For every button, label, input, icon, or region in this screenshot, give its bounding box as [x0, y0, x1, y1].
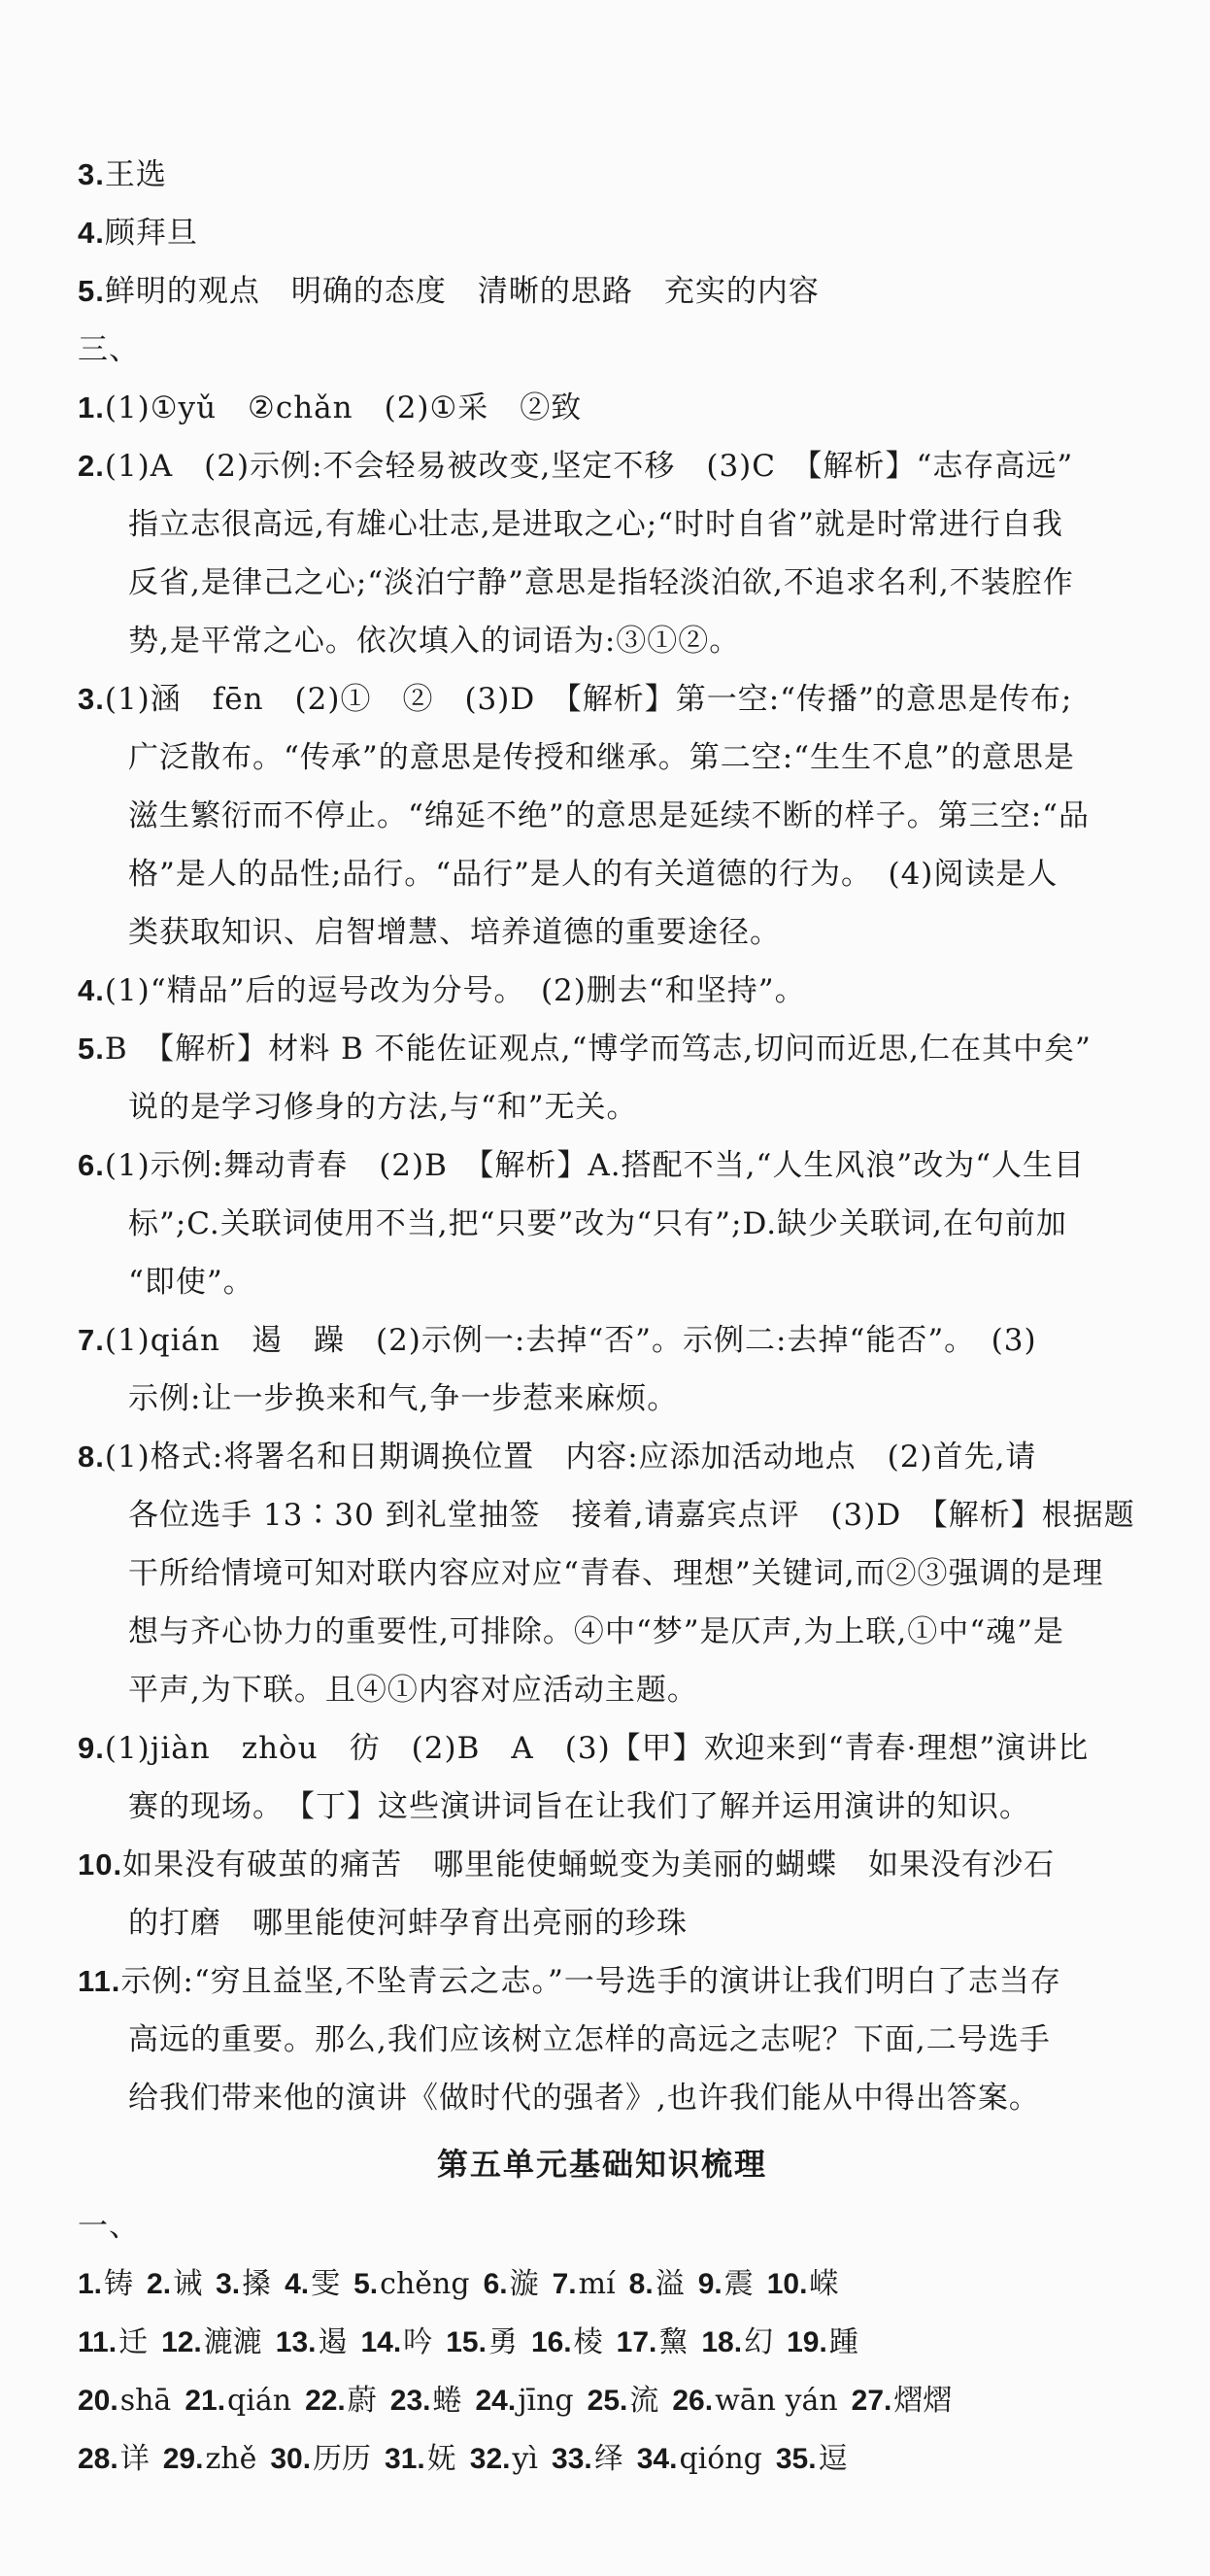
item-number: 4. [78, 973, 105, 1007]
item-number: 20. [78, 2385, 118, 2417]
item-text: qióng [679, 2442, 762, 2476]
answer-line: 格”是人的品性;品行。“品行”是人的有关道德的行为。 (4)阅读是人 [128, 857, 1059, 892]
vocab-item [701, 2314, 773, 2372]
item-number: 2. [78, 449, 105, 483]
item-text: 黧 [658, 2325, 689, 2359]
vocab-item [353, 2255, 469, 2314]
answer-line: 赛的现场。 【丁】这些演讲词旨在让我们了解并运用演讲的知识。 [128, 1789, 1030, 1824]
vocab-item [617, 2314, 689, 2372]
item-number: 35. [775, 2443, 817, 2475]
answer-line [78, 1428, 1126, 1486]
answer-block-q6 [78, 1136, 1126, 1311]
item-number: 26. [672, 2385, 714, 2417]
item-number: 12. [161, 2326, 202, 2358]
item-number: 8. [628, 2268, 654, 2300]
item-number: 1. [78, 390, 105, 424]
item-text: (1)“精品”后的逗号改为分号。 (2)删去“和坚持”。 [104, 973, 806, 1008]
item-number: 10. [78, 1847, 123, 1881]
item-number: 14. [360, 2326, 402, 2358]
item-number: 13. [275, 2326, 317, 2358]
answer-line [78, 1719, 1126, 1778]
item-text: (1)涵 fēn (2)① ② (3)D 【解析】第一空:“传播”的意思是传布; [104, 682, 1073, 717]
vocab-item [698, 2255, 754, 2314]
item-number: 32. [469, 2443, 511, 2475]
item-number: 22. [305, 2385, 346, 2417]
answer-block-q11 [78, 1952, 1126, 2127]
item-number: 4. [285, 2268, 310, 2300]
item-number: 6. [483, 2268, 508, 2300]
item-number: 5. [353, 2268, 379, 2300]
item-text: 熠熠 [893, 2384, 953, 2418]
item-text: yì [512, 2442, 539, 2476]
item-text: qián [227, 2384, 292, 2418]
vocab-item [163, 2430, 257, 2489]
vocab-item [276, 2314, 348, 2372]
answer-line: 平声,为下联。且④①内容对应活动主题。 [128, 1673, 698, 1708]
answer-line: 指立志很高远,有雄心壮志,是进取之心;“时时自省”就是时常进行自我 [128, 507, 1063, 542]
answer-line: 干所给情境可知对联内容应对应“青春、理想”关键词,而②③强调的是理 [128, 1556, 1104, 1591]
vocab-item [552, 2430, 623, 2489]
section-heading: 一、 [78, 2209, 140, 2244]
item-text: 鲜明的观点 明确的态度 清晰的思路 充实的内容 [104, 274, 820, 309]
item-number: 29. [162, 2443, 204, 2475]
item-text: (1)A (2)示例:不会轻易被改变,坚定不移 (3)C 【解析】“志存高远” [104, 449, 1074, 484]
item-text: mí [578, 2267, 616, 2301]
item-number: 28. [78, 2443, 118, 2475]
answer-line: 给我们带来他的演讲《做时代的强者》,也许我们能从中得出答案。 [128, 2081, 1040, 2116]
item-number: 2. [147, 2268, 172, 2300]
item-number: 7. [552, 2268, 577, 2300]
answer-block-q5 [78, 1020, 1126, 1136]
item-text: (1)qián 遏 躁 (2)示例一:去掉“否”。示例二:去掉“能否”。 (3) [104, 1323, 1037, 1358]
answer-item [78, 146, 1126, 204]
item-number: 15. [446, 2326, 487, 2358]
item-number: 11. [78, 1964, 121, 1998]
item-number: 33. [552, 2443, 592, 2475]
item-text: 吟 [403, 2325, 433, 2359]
item-text: 遏 [318, 2325, 348, 2359]
item-text: 漩 [509, 2267, 539, 2301]
item-text: 嵘 [809, 2267, 839, 2301]
item-number: 6. [78, 1148, 105, 1182]
answer-line: 滋生繁衍而不停止。“绵延不绝”的意思是延续不断的样子。第三空:“品 [128, 798, 1090, 833]
answer-line [78, 1952, 1126, 2011]
vocab-item [385, 2430, 456, 2489]
answer-item [78, 379, 1126, 437]
answer-line [78, 1836, 1126, 1894]
vocab-item [531, 2314, 603, 2372]
item-text: 流 [629, 2384, 659, 2418]
item-text: 妩 [426, 2442, 456, 2476]
answer-line: 示例:让一步换来和气,争一步惹来麻烦。 [128, 1381, 679, 1416]
answer-block-q2 [78, 437, 1126, 670]
item-text: chěng [380, 2267, 470, 2301]
vocab-item [470, 2430, 538, 2489]
item-text: 逗 [818, 2442, 848, 2476]
vocab-item [78, 2314, 148, 2372]
item-number: 5. [78, 1032, 105, 1066]
vocab-item [484, 2255, 539, 2314]
answer-line [78, 670, 1126, 729]
answer-item [78, 204, 1126, 262]
item-text: 漉漉 [203, 2325, 262, 2359]
vocab-item [588, 2372, 659, 2430]
answer-content [78, 146, 1135, 2489]
item-text: zhě [205, 2442, 257, 2476]
vocab-item [78, 2430, 150, 2489]
vocab-item [78, 2255, 133, 2314]
item-number: 7. [78, 1323, 105, 1357]
item-number: 3. [78, 682, 105, 716]
answer-line: 广泛散布。“传承”的意思是传授和继承。第二空:“生生不息”的意思是 [128, 740, 1075, 775]
item-number: 31. [385, 2443, 425, 2475]
item-number: 5. [78, 274, 105, 308]
item-text: 绎 [593, 2442, 623, 2476]
item-number: 27. [851, 2385, 892, 2417]
item-text: 如果没有破茧的痛苦 哪里能使蛹蜕变为美丽的蝴蝶 如果没有沙石 [122, 1847, 1056, 1882]
item-text: 历历 [313, 2442, 372, 2476]
item-text: shā [119, 2384, 172, 2418]
item-text: B 【解析】材料 B 不能佐证观点,“博学而笃志,切问而近思,仁在其中矣” [104, 1032, 1092, 1067]
answer-line [78, 1136, 1126, 1195]
vocab-item [305, 2372, 377, 2430]
item-number: 9. [697, 2268, 723, 2300]
item-number: 4. [78, 216, 105, 250]
section-title: 第五单元基础知识梳理 [436, 2146, 767, 2183]
vocab-item [147, 2255, 202, 2314]
item-text: 搡 [242, 2267, 272, 2301]
answer-block-q3 [78, 670, 1126, 962]
item-text: 震 [723, 2267, 754, 2301]
vocab-item [553, 2255, 616, 2314]
item-number: 10. [766, 2268, 808, 2300]
vocab-item [216, 2255, 271, 2314]
vocab-item [787, 2314, 858, 2372]
item-number: 34. [636, 2443, 678, 2475]
section-heading: 三、 [78, 332, 140, 367]
answer-block-q10 [78, 1836, 1126, 1952]
vocab-item [476, 2372, 574, 2430]
answer-item [78, 962, 1126, 1020]
item-text: (1)示例:舞动青春 (2)B 【解析】A.搭配不当,“人生风浪”改为“人生目 [104, 1148, 1086, 1183]
item-number: 23. [389, 2385, 431, 2417]
answer-line: 类获取知识、启智增慧、培养道德的重要途径。 [128, 915, 781, 950]
vocab-item [161, 2314, 262, 2372]
item-number: 11. [78, 2326, 118, 2358]
item-number: 1. [78, 2268, 103, 2300]
item-text: 蜷 [432, 2384, 462, 2418]
answer-line: 说的是学习修身的方法,与“和”无关。 [128, 1090, 638, 1125]
item-text: 蔚 [347, 2384, 377, 2418]
item-text: 溢 [655, 2267, 685, 2301]
item-text: (1)jiàn zhòu 彷 (2)B A (3)【甲】欢迎来到“青春·理想”演讲比 [104, 1731, 1090, 1766]
vocab-row [78, 2314, 1126, 2372]
vocab-item [270, 2430, 371, 2489]
vocab-item [629, 2255, 685, 2314]
answer-line: 各位选手 13∶30 到礼堂抽签 接着,请嘉宾点评 (3)D 【解析】根据题 [128, 1498, 1135, 1533]
answer-line: “即使”。 [128, 1265, 254, 1300]
item-number: 18. [701, 2326, 743, 2358]
vocab-item [390, 2372, 462, 2430]
vocab-item [285, 2255, 340, 2314]
vocab-item [446, 2314, 518, 2372]
vocab-item [672, 2372, 837, 2430]
answer-line [78, 1020, 1126, 1078]
item-number: 30. [270, 2443, 312, 2475]
item-text: (1)格式:将署名和日期调换位置 内容:应添加活动地点 (2)首先,请 [104, 1440, 1037, 1474]
item-number: 24. [475, 2385, 517, 2417]
answer-line [78, 1311, 1126, 1370]
answer-block-q9 [78, 1719, 1126, 1836]
answer-line: 高远的重要。那么,我们应该树立怎样的高远之志呢？下面,二号选手 [128, 2022, 1051, 2057]
item-text: 顾拜旦 [104, 216, 198, 251]
vocab-item [361, 2314, 433, 2372]
answer-line: 势,是平常之心。依次填入的词语为:③①②。 [128, 624, 741, 659]
item-text: 诫 [173, 2267, 203, 2301]
vocab-item [637, 2430, 762, 2489]
item-text: 勇 [487, 2325, 518, 2359]
vocab-item [767, 2255, 839, 2314]
item-number: 21. [185, 2385, 226, 2417]
item-number: 25. [587, 2385, 628, 2417]
item-text: 踵 [828, 2325, 858, 2359]
item-text: 详 [119, 2442, 150, 2476]
item-number: 8. [78, 1440, 105, 1474]
answer-line [78, 437, 1126, 495]
vocab-row [78, 2430, 1126, 2489]
vocab-item [78, 2372, 171, 2430]
item-number: 3. [216, 2268, 241, 2300]
item-number: 3. [78, 157, 105, 191]
answer-line: 反省,是律己之心;“淡泊宁静”意思是指轻淡泊欲,不追求名利,不装腔作 [128, 565, 1074, 600]
vocab-item [185, 2372, 291, 2430]
vocab-row [78, 2372, 1126, 2430]
answer-line: 的打磨 哪里能使河蚌孕育出亮丽的珍珠 [128, 1906, 688, 1941]
vocab-grid [78, 2255, 1126, 2489]
item-text: wān yán [715, 2384, 838, 2418]
item-number: 9. [78, 1731, 105, 1765]
item-text: 铸 [104, 2267, 134, 2301]
item-text: (1)①yǔ ②chǎn (2)①采 ②致 [104, 390, 583, 425]
answer-item [78, 262, 1126, 321]
item-text: 示例:“穷且益坚,不坠青云之志。”一号选手的演讲让我们明白了志当存 [120, 1964, 1061, 1999]
vocab-item [852, 2372, 953, 2430]
answer-line: 想与齐心协力的重要性,可排除。④中“梦”是仄声,为上联,①中“魂”是 [128, 1614, 1064, 1649]
item-number: 16. [530, 2326, 572, 2358]
vocab-row [78, 2255, 1126, 2314]
item-text: 棱 [573, 2325, 603, 2359]
item-text: 雯 [311, 2267, 341, 2301]
answer-block-q8 [78, 1428, 1135, 1719]
answer-line: 标”;C.关联词使用不当,把“只要”改为“只有”;D.缺少关联词,在句前加 [128, 1206, 1067, 1241]
item-text: 王选 [104, 157, 167, 192]
answer-block-q7 [78, 1311, 1126, 1428]
item-text: 迁 [118, 2325, 149, 2359]
item-number: 17. [616, 2326, 657, 2358]
item-number: 19. [787, 2326, 827, 2358]
item-text: jīng [518, 2384, 574, 2418]
vocab-item [776, 2430, 848, 2489]
item-text: 幻 [744, 2325, 774, 2359]
